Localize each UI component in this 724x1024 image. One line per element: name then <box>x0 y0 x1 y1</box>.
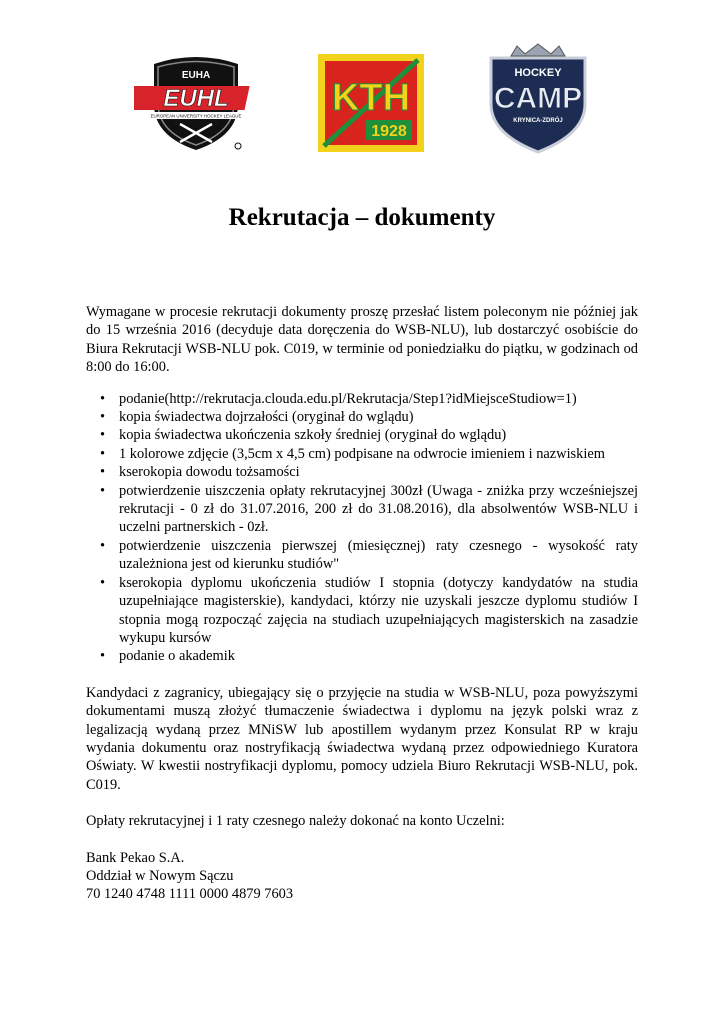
document-body <box>86 303 638 904</box>
bank-details <box>86 849 638 904</box>
kth-logo <box>318 54 424 152</box>
list-item: • podanie(http://rekrutacja.clouda.edu.pl/Rekrutacja/Step1?idMiejsceStudiow=1) <box>119 390 638 408</box>
bank-name: Bank Pekao S.A. <box>86 849 185 866</box>
foreign-candidates-paragraph: Kandydaci z zagranicy, ubiegający się o przyjęcie na studia w WSB-NLU, poza powyższymi dokumentami muszą złożyć tłumaczenie świadectwa i dyplomu na język polski wraz z legalizacją wydaną przez MNiSW lub apostillem wydanym przez Konsulat RP w kraju wydania dokumentu oraz nostryfikacją świadectwa wydaną przez odpowiedniego Kuratora Oświaty. W kwestii nostryfikacji dyplomu, pomocy udziela Biuro Rekrutacji WSB-NLU, pok. C019. <box>86 684 638 793</box>
list-item: • potwierdzenie uiszczenia pierwszej (miesięcznej) raty czesnego - wysokość raty uzależniona jest od kierunku studiów" <box>119 537 638 574</box>
euhl-logo <box>134 56 258 152</box>
logo-bar <box>0 40 724 160</box>
svg-text:EUHA: EUHA <box>181 70 211 81</box>
documents-list <box>86 390 638 666</box>
bank-branch: Oddział w Nowym Sączu <box>86 867 234 884</box>
list-item: • potwierdzenie uiszczenia opłaty rekrutacyjnej 300zł (Uwaga - zniżka przy wcześniejszej rekrutacji - 0 zł do 31.07.2016, 200 zł do 31.08.2016), dla absolwentów WSB-NLU i uczelni partnerskich - 0zł. <box>119 482 638 537</box>
list-item: • kserokopia dowodu tożsamości <box>119 463 638 481</box>
list-item: • 1 kolorowe zdjęcie (3,5cm x 4,5 cm) podpisane na odwrocie imieniem i nazwiskiem <box>119 445 638 463</box>
svg-text:EUROPEAN UNIVERSITY HOCKEY LEA: EUROPEAN UNIVERSITY HOCKEY LEAGUE <box>150 113 242 119</box>
svg-text:KRYNICA-ZDRÓJ: KRYNICA-ZDRÓJ <box>513 118 563 124</box>
bank-account-number: 70 1240 4748 1111 0000 4879 7603 <box>86 886 294 903</box>
svg-text:HOCKEY: HOCKEY <box>514 67 562 79</box>
hockey-camp-logo <box>481 42 595 154</box>
svg-text:CAMP: CAMP <box>493 82 583 115</box>
list-item: • kopia świadectwa ukończenia szkoły średniej (oryginał do wglądu) <box>119 426 638 444</box>
list-item: • podanie o akademik <box>119 647 638 665</box>
intro-paragraph: Wymagane w procesie rekrutacji dokumenty proszę przesłać listem poleconym nie później jak do 15 września 2016 (decyduje data doręczenia do WSB-NLU), lub dostarczyć osobiście do Biura Rekrutacji WSB-NLU pok. C019, w terminie od poniedziałku do piątku, w godzinach od 8:00 do 16:00. <box>86 304 638 376</box>
list-item: • kopia świadectwa dojrzałości (oryginał do wglądu) <box>119 408 638 426</box>
page-title: Rekrutacja – dokumenty <box>228 204 496 231</box>
svg-text:1928: 1928 <box>371 123 407 140</box>
svg-text:EUHL: EUHL <box>163 85 229 112</box>
fees-paragraph: Opłaty rekrutacyjnej i 1 raty czesnego należy dokonać na konto Uczelni: <box>86 813 505 830</box>
list-item: • kserokopia dyplomu ukończenia studiów I stopnia (dotyczy kandydatów na studia uzupełniające magisterskie), kandydaci, którzy nie uzyskali jeszcze dyplomu studiów I stopnia mogą rozpocząć zajęcia na studiach uzupełniających magisterskich na zasadzie wykupu kursów <box>119 574 638 648</box>
svg-text:KTH: KTH <box>331 77 411 119</box>
